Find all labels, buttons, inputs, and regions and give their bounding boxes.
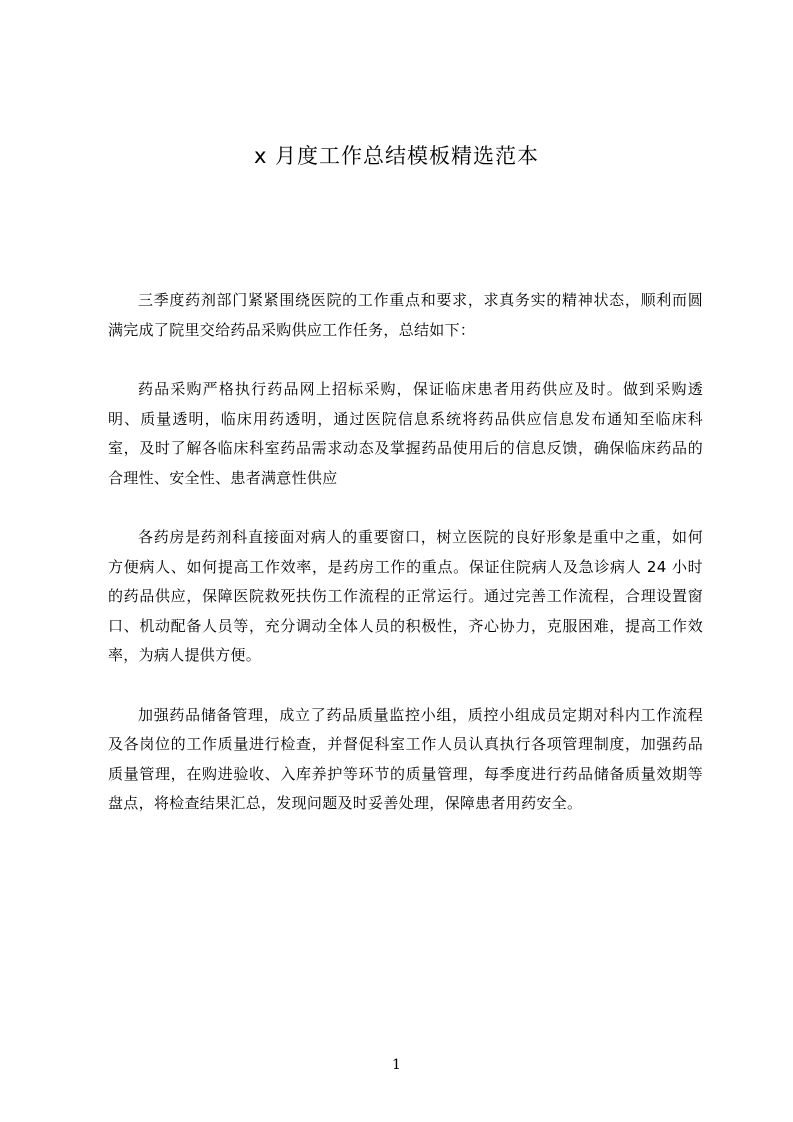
document-body (108, 286, 703, 849)
paragraph-procurement: 药品采购严格执行药品网上招标采购，保证临床患者用药供应及时。做到采购透明、质量透明，临床用药透明，通过医院信息系统将药品供应信息发布通知至临床科室，及时了解各临床科室药品需求动态及掌握药品使用后的信息反馈，确保临床药品的合理性、安全性、患者满意性供应 (108, 380, 703, 487)
paragraph-intro: 三季度药剂部门紧紧围绕医院的工作重点和要求，求真务实的精神状态，顺利而圆满完成了院里交给药品采购供应工作任务，总结如下： (108, 291, 703, 339)
document-title: x 月度工作总结模板精选范本 (253, 144, 540, 168)
page-number: 1 (392, 1057, 401, 1073)
paragraph-storage: 加强药品储备管理，成立了药品质量监控小组，质控小组成员定期对科内工作流程及各岗位的工作质量进行检查，并督促科室工作人员认真执行各项管理制度，加强药品质量管理，在购进验收、入库养护等环节的质量管理，每季度进行药品储备质量效期等盘点，将检查结果汇总，发现问题及时妥善处理，保障患者用药安全。 (108, 705, 703, 812)
paragraph-pharmacy: 各药房是药剂科直接面对病人的重要窗口，树立医院的良好形象是重中之重，如何方便病人、如何提高工作效率，是药房工作的重点。保证住院病人及急诊病人 24 小时的药品供应，保障医院救死扶伤工作流程的正常运行。通过完善工作流程，合理设置窗口、机动配备人员等，充分调动全体人员的积极性，齐心协力，克服困难，提高工作效率，为病人提供方便。 (108, 528, 703, 664)
